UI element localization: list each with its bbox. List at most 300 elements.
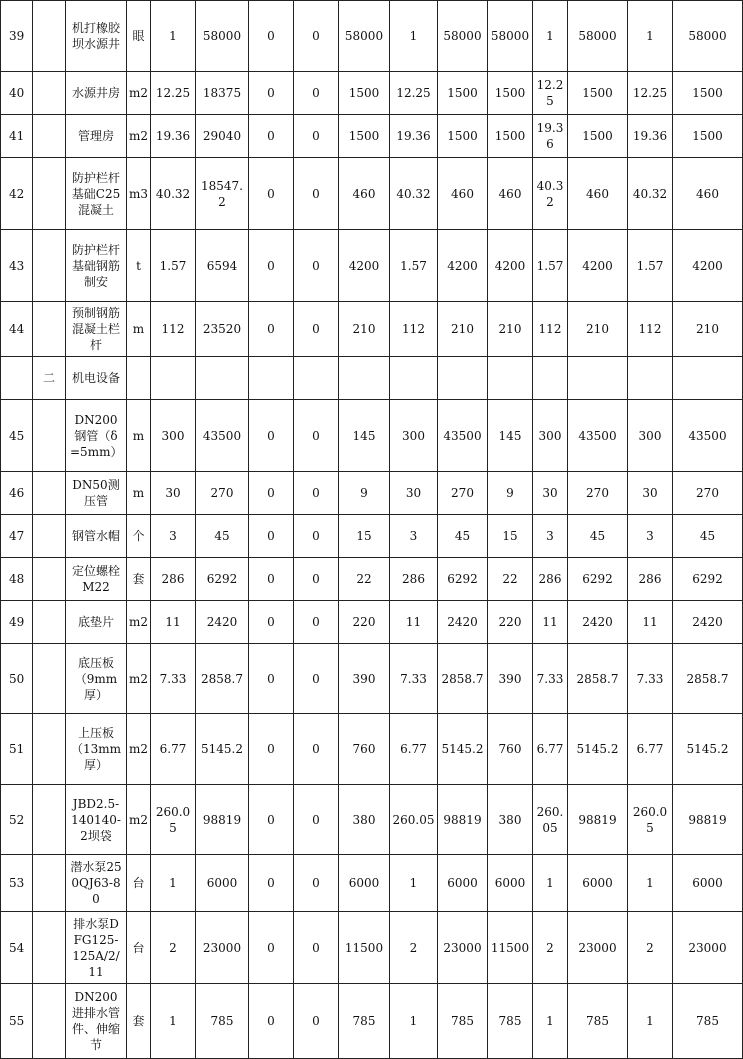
table-cell: 0 xyxy=(294,115,339,158)
table-cell xyxy=(33,472,66,515)
table-cell: 7.33 xyxy=(628,644,673,714)
table-cell: 15 xyxy=(339,515,390,558)
table-cell: 12.25 xyxy=(151,72,196,115)
table-cell: 270 xyxy=(568,472,628,515)
table-cell: 6292 xyxy=(568,558,628,601)
table-row xyxy=(1,601,743,644)
table-cell: 0 xyxy=(294,515,339,558)
table-cell: 286 xyxy=(390,558,438,601)
row-number-cell: 52 xyxy=(1,785,33,855)
table-cell xyxy=(33,855,66,912)
row-number-cell: 39 xyxy=(1,1,33,72)
table-cell: 2420 xyxy=(196,601,249,644)
table-cell: 6.77 xyxy=(628,714,673,785)
table-cell: 11500 xyxy=(488,912,533,984)
table-cell: 1.57 xyxy=(533,230,568,302)
table-row xyxy=(1,1,743,72)
item-name-cell: 底压板（9mm厚） xyxy=(66,644,127,714)
table-cell: 1 xyxy=(628,855,673,912)
table-cell: 0 xyxy=(249,472,294,515)
item-name-cell: 排水泵DFG125-125A/2/11 xyxy=(66,912,127,984)
table-cell: 210 xyxy=(488,302,533,357)
table-cell: 98819 xyxy=(568,785,628,855)
table-cell: 1 xyxy=(533,1,568,72)
table-cell: 300 xyxy=(151,400,196,472)
table-cell: 2858.7 xyxy=(568,644,628,714)
table-cell xyxy=(151,357,196,400)
table-cell: 2 xyxy=(151,912,196,984)
table-cell: 6000 xyxy=(673,855,743,912)
table-cell: 5145.2 xyxy=(438,714,488,785)
table-cell: 7.33 xyxy=(533,644,568,714)
table-cell: 1500 xyxy=(673,72,743,115)
item-name-cell: 定位螺栓M22 xyxy=(66,558,127,601)
table-cell: 785 xyxy=(196,984,249,1059)
table-cell: 12.25 xyxy=(628,72,673,115)
item-name-cell: 机电设备 xyxy=(66,357,127,400)
table-cell: 19.36 xyxy=(628,115,673,158)
table-row xyxy=(1,855,743,912)
table-cell: 0 xyxy=(249,601,294,644)
table-cell: 145 xyxy=(339,400,390,472)
table-cell: 460 xyxy=(339,158,390,230)
table-cell: 11 xyxy=(628,601,673,644)
item-name-cell: DN200进排水管件、伸缩节 xyxy=(66,984,127,1059)
table-cell: 260.05 xyxy=(151,785,196,855)
row-number-cell: 51 xyxy=(1,714,33,785)
table-cell: 5145.2 xyxy=(673,714,743,785)
row-number-cell: 42 xyxy=(1,158,33,230)
table-cell: 45 xyxy=(196,515,249,558)
row-number-cell: 54 xyxy=(1,912,33,984)
table-cell xyxy=(33,714,66,785)
table-cell: 30 xyxy=(533,472,568,515)
table-cell: 19.36 xyxy=(533,115,568,158)
table-cell xyxy=(33,400,66,472)
table-row xyxy=(1,400,743,472)
table-cell: 1.57 xyxy=(390,230,438,302)
table-row xyxy=(1,785,743,855)
table-cell: 2420 xyxy=(673,601,743,644)
table-cell: 0 xyxy=(249,785,294,855)
table-cell xyxy=(33,644,66,714)
table-cell: 58000 xyxy=(673,1,743,72)
table-cell: 45 xyxy=(568,515,628,558)
table-cell: 1 xyxy=(533,984,568,1059)
table-cell: 6000 xyxy=(568,855,628,912)
table-body xyxy=(1,1,743,1059)
table-cell xyxy=(127,357,151,400)
row-number-cell: 49 xyxy=(1,601,33,644)
table-row xyxy=(1,984,743,1059)
table-cell: 1500 xyxy=(568,115,628,158)
table-cell: 1 xyxy=(390,984,438,1059)
table-cell xyxy=(568,357,628,400)
table-cell: 1 xyxy=(533,855,568,912)
table-cell: 112 xyxy=(628,302,673,357)
table-cell: 1500 xyxy=(568,72,628,115)
table-cell: 套 xyxy=(127,558,151,601)
table-cell: 19.36 xyxy=(390,115,438,158)
table-cell: 6.77 xyxy=(533,714,568,785)
table-cell: 0 xyxy=(294,558,339,601)
table-cell: 785 xyxy=(673,984,743,1059)
table-cell: 30 xyxy=(390,472,438,515)
table-cell xyxy=(33,515,66,558)
table-cell: 0 xyxy=(249,558,294,601)
row-number-cell: 41 xyxy=(1,115,33,158)
table-cell: 0 xyxy=(294,158,339,230)
item-name-cell: 底垫片 xyxy=(66,601,127,644)
table-cell xyxy=(33,115,66,158)
table-cell: 22 xyxy=(488,558,533,601)
table-cell xyxy=(33,984,66,1059)
table-cell: 0 xyxy=(249,714,294,785)
table-cell: 58000 xyxy=(488,1,533,72)
table-cell: 1500 xyxy=(488,115,533,158)
table-cell: 11500 xyxy=(339,912,390,984)
table-cell: 300 xyxy=(533,400,568,472)
table-cell: 2420 xyxy=(568,601,628,644)
table-cell: 29040 xyxy=(196,115,249,158)
table-cell: 300 xyxy=(628,400,673,472)
table-cell: 23000 xyxy=(196,912,249,984)
table-cell: 43500 xyxy=(673,400,743,472)
table-cell: 0 xyxy=(249,400,294,472)
table-cell: 18547.2 xyxy=(196,158,249,230)
table-cell: 3 xyxy=(533,515,568,558)
table-cell: 5145.2 xyxy=(196,714,249,785)
table-cell: 220 xyxy=(488,601,533,644)
table-cell xyxy=(33,1,66,72)
table-cell: 300 xyxy=(390,400,438,472)
table-cell: 286 xyxy=(151,558,196,601)
table-cell: 45 xyxy=(438,515,488,558)
table-cell xyxy=(438,357,488,400)
table-cell: 0 xyxy=(294,302,339,357)
table-cell: 43500 xyxy=(568,400,628,472)
table-cell xyxy=(488,357,533,400)
table-cell: 0 xyxy=(294,855,339,912)
table-cell: 286 xyxy=(533,558,568,601)
table-cell: 98819 xyxy=(438,785,488,855)
table-row xyxy=(1,472,743,515)
table-cell: 460 xyxy=(438,158,488,230)
table-cell: 460 xyxy=(568,158,628,230)
table-cell: m2 xyxy=(127,644,151,714)
table-cell: 112 xyxy=(151,302,196,357)
item-name-cell: 机打橡胶坝水源井 xyxy=(66,1,127,72)
table-cell: 210 xyxy=(438,302,488,357)
table-cell: 台 xyxy=(127,855,151,912)
table-cell: 0 xyxy=(294,472,339,515)
row-number-cell: 53 xyxy=(1,855,33,912)
table-cell: m2 xyxy=(127,785,151,855)
table-cell xyxy=(33,230,66,302)
table-cell: 1500 xyxy=(339,115,390,158)
table-cell: 7.33 xyxy=(151,644,196,714)
table-cell: 58000 xyxy=(196,1,249,72)
table-cell: 23520 xyxy=(196,302,249,357)
table-row xyxy=(1,558,743,601)
table-cell: m2 xyxy=(127,601,151,644)
table-cell: 6292 xyxy=(438,558,488,601)
table-cell: m xyxy=(127,400,151,472)
table-cell xyxy=(33,912,66,984)
table-cell: 6000 xyxy=(488,855,533,912)
table-cell: 112 xyxy=(390,302,438,357)
table-cell: 30 xyxy=(628,472,673,515)
table-cell: 6.77 xyxy=(151,714,196,785)
table-cell: 台 xyxy=(127,912,151,984)
table-cell: 个 xyxy=(127,515,151,558)
table-cell: 4200 xyxy=(339,230,390,302)
table-cell: 0 xyxy=(249,984,294,1059)
table-cell: 40.32 xyxy=(390,158,438,230)
table-cell: 4200 xyxy=(488,230,533,302)
table-cell: 6292 xyxy=(196,558,249,601)
table-row xyxy=(1,72,743,115)
row-number-cell: 55 xyxy=(1,984,33,1059)
table-cell: 11 xyxy=(533,601,568,644)
row-number-cell: 40 xyxy=(1,72,33,115)
table-row xyxy=(1,515,743,558)
row-number-cell: 43 xyxy=(1,230,33,302)
item-name-cell: 潜水泵250QJ63-80 xyxy=(66,855,127,912)
table-cell: 260.05 xyxy=(390,785,438,855)
item-name-cell: DN200钢管（δ=5mm） xyxy=(66,400,127,472)
item-name-cell: JBD2.5-140140-2坝袋 xyxy=(66,785,127,855)
item-name-cell: 上压板（13mm厚） xyxy=(66,714,127,785)
row-number-cell: 44 xyxy=(1,302,33,357)
table-cell: 11 xyxy=(390,601,438,644)
table-cell: 58000 xyxy=(568,1,628,72)
table-cell: 9 xyxy=(339,472,390,515)
table-row xyxy=(1,302,743,357)
table-cell: 43500 xyxy=(438,400,488,472)
table-cell: 260.05 xyxy=(628,785,673,855)
table-cell: 1 xyxy=(390,855,438,912)
table-cell: 760 xyxy=(339,714,390,785)
table-cell: 0 xyxy=(249,912,294,984)
table-cell: 210 xyxy=(568,302,628,357)
table-cell xyxy=(33,601,66,644)
table-row xyxy=(1,158,743,230)
table-cell: m xyxy=(127,472,151,515)
table-cell: 23000 xyxy=(673,912,743,984)
table-cell xyxy=(390,357,438,400)
table-cell: 0 xyxy=(249,158,294,230)
table-cell: 270 xyxy=(438,472,488,515)
table-row xyxy=(1,644,743,714)
table-cell: 460 xyxy=(673,158,743,230)
table-cell: 12.25 xyxy=(390,72,438,115)
table-cell: 45 xyxy=(673,515,743,558)
table-cell: 210 xyxy=(339,302,390,357)
table-cell: 270 xyxy=(673,472,743,515)
table-cell: m2 xyxy=(127,714,151,785)
table-cell: 390 xyxy=(339,644,390,714)
table-cell: 0 xyxy=(249,302,294,357)
table-cell: 2858.7 xyxy=(196,644,249,714)
table-cell: 1500 xyxy=(438,72,488,115)
table-cell: 11 xyxy=(151,601,196,644)
item-name-cell: 钢管水帽 xyxy=(66,515,127,558)
table-cell: m2 xyxy=(127,115,151,158)
table-cell: 1500 xyxy=(488,72,533,115)
table-cell xyxy=(33,558,66,601)
table-cell: 390 xyxy=(488,644,533,714)
table-cell xyxy=(33,785,66,855)
table-cell: 0 xyxy=(294,714,339,785)
item-name-cell: DN50测压管 xyxy=(66,472,127,515)
table-cell: 6.77 xyxy=(390,714,438,785)
table-cell: 2 xyxy=(533,912,568,984)
table-cell: 220 xyxy=(339,601,390,644)
item-name-cell: 防护栏杆基础C25混凝土 xyxy=(66,158,127,230)
table-cell: 0 xyxy=(294,984,339,1059)
table-cell: 785 xyxy=(438,984,488,1059)
table-cell: 43500 xyxy=(196,400,249,472)
table-cell: 0 xyxy=(249,515,294,558)
table-cell: 22 xyxy=(339,558,390,601)
table-cell: 4200 xyxy=(568,230,628,302)
table-cell: 380 xyxy=(339,785,390,855)
table-cell: 3 xyxy=(628,515,673,558)
table-cell: 2 xyxy=(390,912,438,984)
table-cell: 286 xyxy=(628,558,673,601)
table-cell: 1500 xyxy=(339,72,390,115)
table-cell: t xyxy=(127,230,151,302)
table-cell: 0 xyxy=(294,72,339,115)
table-cell: 1 xyxy=(628,984,673,1059)
row-number-cell: 48 xyxy=(1,558,33,601)
table-cell: 0 xyxy=(249,855,294,912)
table-cell: 23000 xyxy=(438,912,488,984)
table-row xyxy=(1,714,743,785)
table-cell: 套 xyxy=(127,984,151,1059)
table-cell: 0 xyxy=(249,230,294,302)
table-row xyxy=(1,230,743,302)
table-cell: m2 xyxy=(127,72,151,115)
table-cell: 15 xyxy=(488,515,533,558)
table-cell: 98819 xyxy=(196,785,249,855)
table-cell: 6292 xyxy=(673,558,743,601)
table-cell: 0 xyxy=(294,400,339,472)
table-cell: 40.32 xyxy=(533,158,568,230)
table-cell xyxy=(33,158,66,230)
table-cell: 7.33 xyxy=(390,644,438,714)
table-cell xyxy=(33,302,66,357)
table-cell: 270 xyxy=(196,472,249,515)
table-cell: 12.25 xyxy=(533,72,568,115)
table-cell: 2420 xyxy=(438,601,488,644)
table-cell: 1.57 xyxy=(628,230,673,302)
table-cell: 98819 xyxy=(673,785,743,855)
table-cell: 0 xyxy=(294,1,339,72)
table-cell: 0 xyxy=(249,644,294,714)
table-cell: 380 xyxy=(488,785,533,855)
table-cell: 2858.7 xyxy=(673,644,743,714)
row-number-cell xyxy=(1,357,33,400)
item-name-cell: 水源井房 xyxy=(66,72,127,115)
table-cell: 785 xyxy=(339,984,390,1059)
table-cell: 1500 xyxy=(673,115,743,158)
table-cell: 58000 xyxy=(438,1,488,72)
table-cell: 3 xyxy=(151,515,196,558)
table-cell: 145 xyxy=(488,400,533,472)
row-number-cell: 50 xyxy=(1,644,33,714)
table-cell: 460 xyxy=(488,158,533,230)
table-cell xyxy=(196,357,249,400)
table-cell: 6000 xyxy=(339,855,390,912)
table-cell: 2858.7 xyxy=(438,644,488,714)
table-cell: 30 xyxy=(151,472,196,515)
table-cell: 眼 xyxy=(127,1,151,72)
table-cell: m3 xyxy=(127,158,151,230)
table-cell: 1.57 xyxy=(151,230,196,302)
row-number-cell: 46 xyxy=(1,472,33,515)
table-cell: 785 xyxy=(568,984,628,1059)
table-cell xyxy=(249,357,294,400)
table-cell: 二 xyxy=(33,357,66,400)
table-cell: 1 xyxy=(151,855,196,912)
table-cell: 0 xyxy=(294,644,339,714)
table-cell: 6594 xyxy=(196,230,249,302)
item-name-cell: 预制钢筋混凝土栏杆 xyxy=(66,302,127,357)
table-cell: 9 xyxy=(488,472,533,515)
table-cell xyxy=(339,357,390,400)
table-cell: 0 xyxy=(249,72,294,115)
table-cell: 1 xyxy=(151,1,196,72)
table-cell: 2 xyxy=(628,912,673,984)
table-cell xyxy=(33,72,66,115)
table-cell: 4200 xyxy=(438,230,488,302)
table-cell xyxy=(628,357,673,400)
table-cell: 0 xyxy=(294,230,339,302)
table-cell: 3 xyxy=(390,515,438,558)
table-cell: 19.36 xyxy=(151,115,196,158)
table-cell: 4200 xyxy=(673,230,743,302)
table-row xyxy=(1,115,743,158)
row-number-cell: 45 xyxy=(1,400,33,472)
table-cell: 5145.2 xyxy=(568,714,628,785)
table-row xyxy=(1,912,743,984)
table-cell: 210 xyxy=(673,302,743,357)
item-name-cell: 防护栏杆基础钢筋制安 xyxy=(66,230,127,302)
table-cell: 0 xyxy=(249,1,294,72)
table-cell: 0 xyxy=(294,785,339,855)
table-cell: 6000 xyxy=(438,855,488,912)
table-cell: 1 xyxy=(390,1,438,72)
table-cell: 6000 xyxy=(196,855,249,912)
table-cell xyxy=(294,357,339,400)
table-cell: 0 xyxy=(294,601,339,644)
table-cell: 1500 xyxy=(438,115,488,158)
table-cell: 785 xyxy=(488,984,533,1059)
table-cell: 0 xyxy=(249,115,294,158)
table-cell: m xyxy=(127,302,151,357)
table-cell: 1 xyxy=(151,984,196,1059)
table-cell xyxy=(673,357,743,400)
table-row xyxy=(1,357,743,400)
table-cell: 260.05 xyxy=(533,785,568,855)
table-cell: 23000 xyxy=(568,912,628,984)
table-cell: 40.32 xyxy=(151,158,196,230)
table-cell: 18375 xyxy=(196,72,249,115)
table-cell xyxy=(533,357,568,400)
table-cell: 0 xyxy=(294,912,339,984)
